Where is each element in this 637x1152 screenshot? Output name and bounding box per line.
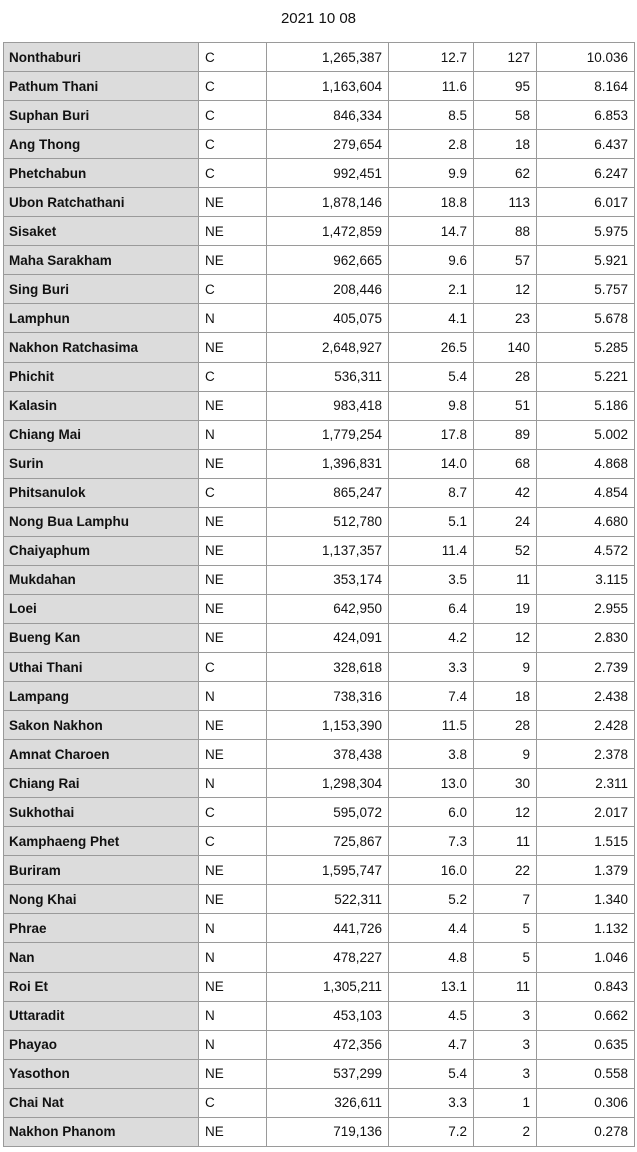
province-name-cell: Lamphun: [4, 304, 199, 333]
province-name-cell: Nong Bua Lamphu: [4, 507, 199, 536]
population-per-100k-cell: 4.7: [389, 1030, 474, 1059]
cases-cell: 11: [474, 827, 537, 856]
cases-cell: 12: [474, 275, 537, 304]
population-per-100k-cell: 26.5: [389, 333, 474, 362]
region-cell: NE: [199, 623, 267, 652]
province-table: [3, 42, 635, 1147]
region-cell: N: [199, 1001, 267, 1030]
cases-cell: 9: [474, 740, 537, 769]
cases-cell: 24: [474, 507, 537, 536]
table-row: [4, 565, 635, 594]
rate-cell: 0.558: [537, 1059, 635, 1088]
table-row: [4, 536, 635, 565]
population-per-100k-cell: 17.8: [389, 420, 474, 449]
cases-cell: 89: [474, 420, 537, 449]
population-per-100k-cell: 6.4: [389, 594, 474, 623]
population-cell: 1,137,357: [267, 536, 389, 565]
table-row: [4, 362, 635, 391]
cases-cell: 18: [474, 130, 537, 159]
population-cell: 208,446: [267, 275, 389, 304]
region-cell: C: [199, 72, 267, 101]
region-cell: N: [199, 1030, 267, 1059]
population-cell: 279,654: [267, 130, 389, 159]
rate-cell: 2.017: [537, 798, 635, 827]
cases-cell: 3: [474, 1030, 537, 1059]
table-row: [4, 391, 635, 420]
population-per-100k-cell: 18.8: [389, 188, 474, 217]
cases-cell: 68: [474, 449, 537, 478]
population-cell: 512,780: [267, 507, 389, 536]
region-cell: C: [199, 827, 267, 856]
table-row: [4, 711, 635, 740]
population-cell: 1,265,387: [267, 43, 389, 72]
region-cell: N: [199, 943, 267, 972]
rate-cell: 8.164: [537, 72, 635, 101]
population-per-100k-cell: 8.7: [389, 478, 474, 507]
population-per-100k-cell: 14.0: [389, 449, 474, 478]
region-cell: N: [199, 682, 267, 711]
region-cell: C: [199, 43, 267, 72]
population-per-100k-cell: 7.2: [389, 1117, 474, 1146]
table-row: [4, 740, 635, 769]
table-row: [4, 769, 635, 798]
population-cell: 478,227: [267, 943, 389, 972]
province-name-cell: Sakon Nakhon: [4, 711, 199, 740]
rate-cell: 1.340: [537, 885, 635, 914]
cases-cell: 51: [474, 391, 537, 420]
region-cell: C: [199, 652, 267, 681]
table-row: [4, 449, 635, 478]
region-cell: NE: [199, 188, 267, 217]
rate-cell: 6.853: [537, 101, 635, 130]
rate-cell: 1.046: [537, 943, 635, 972]
population-cell: 1,878,146: [267, 188, 389, 217]
population-per-100k-cell: 2.1: [389, 275, 474, 304]
table-row: [4, 420, 635, 449]
population-cell: 719,136: [267, 1117, 389, 1146]
rate-cell: 4.572: [537, 536, 635, 565]
table-row: [4, 798, 635, 827]
population-per-100k-cell: 11.4: [389, 536, 474, 565]
rate-cell: 5.285: [537, 333, 635, 362]
rate-cell: 1.379: [537, 856, 635, 885]
population-cell: 1,298,304: [267, 769, 389, 798]
region-cell: NE: [199, 333, 267, 362]
region-cell: NE: [199, 711, 267, 740]
province-name-cell: Roi Et: [4, 972, 199, 1001]
table-row: [4, 217, 635, 246]
province-name-cell: Phitsanulok: [4, 478, 199, 507]
rate-cell: 5.975: [537, 217, 635, 246]
region-cell: NE: [199, 972, 267, 1001]
rate-cell: 2.438: [537, 682, 635, 711]
rate-cell: 2.955: [537, 594, 635, 623]
population-cell: 962,665: [267, 246, 389, 275]
cases-cell: 18: [474, 682, 537, 711]
table-row: [4, 682, 635, 711]
province-name-cell: Phrae: [4, 914, 199, 943]
population-cell: 405,075: [267, 304, 389, 333]
population-cell: 537,299: [267, 1059, 389, 1088]
province-name-cell: Buriram: [4, 856, 199, 885]
table-row: [4, 914, 635, 943]
region-cell: NE: [199, 246, 267, 275]
table-row: [4, 246, 635, 275]
rate-cell: 0.278: [537, 1117, 635, 1146]
province-name-cell: Phetchabun: [4, 159, 199, 188]
cases-cell: 9: [474, 652, 537, 681]
rate-cell: 6.017: [537, 188, 635, 217]
table-row: [4, 652, 635, 681]
cases-cell: 12: [474, 798, 537, 827]
rate-cell: 0.662: [537, 1001, 635, 1030]
rate-cell: 5.678: [537, 304, 635, 333]
region-cell: C: [199, 1088, 267, 1117]
population-per-100k-cell: 14.7: [389, 217, 474, 246]
region-cell: NE: [199, 565, 267, 594]
region-cell: NE: [199, 594, 267, 623]
population-cell: 642,950: [267, 594, 389, 623]
region-cell: N: [199, 769, 267, 798]
rate-cell: 2.739: [537, 652, 635, 681]
province-name-cell: Sukhothai: [4, 798, 199, 827]
cases-cell: 113: [474, 188, 537, 217]
cases-cell: 12: [474, 623, 537, 652]
rate-cell: 4.680: [537, 507, 635, 536]
table-row: [4, 101, 635, 130]
population-per-100k-cell: 16.0: [389, 856, 474, 885]
population-cell: 1,472,859: [267, 217, 389, 246]
population-per-100k-cell: 7.4: [389, 682, 474, 711]
province-name-cell: Chai Nat: [4, 1088, 199, 1117]
population-per-100k-cell: 4.2: [389, 623, 474, 652]
rate-cell: 6.437: [537, 130, 635, 159]
region-cell: C: [199, 798, 267, 827]
region-cell: NE: [199, 885, 267, 914]
rate-cell: 2.830: [537, 623, 635, 652]
cases-cell: 2: [474, 1117, 537, 1146]
population-cell: 992,451: [267, 159, 389, 188]
province-name-cell: Ubon Ratchathani: [4, 188, 199, 217]
province-name-cell: Nan: [4, 943, 199, 972]
cases-cell: 62: [474, 159, 537, 188]
population-per-100k-cell: 4.1: [389, 304, 474, 333]
province-name-cell: Kalasin: [4, 391, 199, 420]
province-name-cell: Phichit: [4, 362, 199, 391]
province-name-cell: Nong Khai: [4, 885, 199, 914]
population-cell: 353,174: [267, 565, 389, 594]
population-per-100k-cell: 11.5: [389, 711, 474, 740]
population-per-100k-cell: 7.3: [389, 827, 474, 856]
province-name-cell: Surin: [4, 449, 199, 478]
population-cell: 983,418: [267, 391, 389, 420]
province-name-cell: Yasothon: [4, 1059, 199, 1088]
population-cell: 1,396,831: [267, 449, 389, 478]
population-cell: 1,595,747: [267, 856, 389, 885]
region-cell: NE: [199, 391, 267, 420]
population-per-100k-cell: 6.0: [389, 798, 474, 827]
cases-cell: 58: [474, 101, 537, 130]
rate-cell: 5.002: [537, 420, 635, 449]
cases-cell: 11: [474, 565, 537, 594]
table-row: [4, 1059, 635, 1088]
province-name-cell: Sisaket: [4, 217, 199, 246]
population-cell: 326,611: [267, 1088, 389, 1117]
population-per-100k-cell: 4.5: [389, 1001, 474, 1030]
rate-cell: 5.186: [537, 391, 635, 420]
province-name-cell: Maha Sarakham: [4, 246, 199, 275]
region-cell: C: [199, 362, 267, 391]
table-row: [4, 1088, 635, 1117]
population-cell: 738,316: [267, 682, 389, 711]
region-cell: N: [199, 914, 267, 943]
table-row: [4, 72, 635, 101]
cases-cell: 28: [474, 362, 537, 391]
province-name-cell: Chiang Rai: [4, 769, 199, 798]
province-name-cell: Suphan Buri: [4, 101, 199, 130]
rate-cell: 6.247: [537, 159, 635, 188]
table-row: [4, 1117, 635, 1146]
table-row: [4, 1030, 635, 1059]
region-cell: N: [199, 304, 267, 333]
population-per-100k-cell: 4.4: [389, 914, 474, 943]
population-cell: 1,779,254: [267, 420, 389, 449]
population-per-100k-cell: 5.2: [389, 885, 474, 914]
rate-cell: 2.378: [537, 740, 635, 769]
cases-cell: 3: [474, 1001, 537, 1030]
rate-cell: 0.843: [537, 972, 635, 1001]
cases-cell: 5: [474, 914, 537, 943]
region-cell: NE: [199, 1059, 267, 1088]
table-row: [4, 188, 635, 217]
province-name-cell: Ang Thong: [4, 130, 199, 159]
rate-cell: 1.515: [537, 827, 635, 856]
province-name-cell: Amnat Charoen: [4, 740, 199, 769]
population-per-100k-cell: 4.8: [389, 943, 474, 972]
population-cell: 472,356: [267, 1030, 389, 1059]
population-cell: 522,311: [267, 885, 389, 914]
population-cell: 2,648,927: [267, 333, 389, 362]
population-cell: 1,153,390: [267, 711, 389, 740]
cases-cell: 88: [474, 217, 537, 246]
rate-cell: 5.921: [537, 246, 635, 275]
page-title: 2021 10 08: [280, 10, 357, 27]
population-cell: 378,438: [267, 740, 389, 769]
province-name-cell: Uttaradit: [4, 1001, 199, 1030]
population-cell: 1,305,211: [267, 972, 389, 1001]
table-row: [4, 507, 635, 536]
population-per-100k-cell: 5.4: [389, 362, 474, 391]
cases-cell: 19: [474, 594, 537, 623]
rate-cell: 0.306: [537, 1088, 635, 1117]
region-cell: NE: [199, 740, 267, 769]
cases-cell: 3: [474, 1059, 537, 1088]
population-cell: 424,091: [267, 623, 389, 652]
cases-cell: 30: [474, 769, 537, 798]
population-per-100k-cell: 2.8: [389, 130, 474, 159]
rate-cell: 3.115: [537, 565, 635, 594]
population-per-100k-cell: 11.6: [389, 72, 474, 101]
province-name-cell: Bueng Kan: [4, 623, 199, 652]
province-name-cell: Kamphaeng Phet: [4, 827, 199, 856]
table-row: [4, 130, 635, 159]
population-cell: 536,311: [267, 362, 389, 391]
region-cell: C: [199, 130, 267, 159]
province-name-cell: Chaiyaphum: [4, 536, 199, 565]
cases-cell: 127: [474, 43, 537, 72]
region-cell: NE: [199, 449, 267, 478]
region-cell: C: [199, 478, 267, 507]
population-per-100k-cell: 9.8: [389, 391, 474, 420]
rate-cell: 4.854: [537, 478, 635, 507]
cases-cell: 1: [474, 1088, 537, 1117]
population-per-100k-cell: 9.6: [389, 246, 474, 275]
population-per-100k-cell: 13.1: [389, 972, 474, 1001]
province-name-cell: Pathum Thani: [4, 72, 199, 101]
province-name-cell: Sing Buri: [4, 275, 199, 304]
table-row: [4, 943, 635, 972]
cases-cell: 23: [474, 304, 537, 333]
region-cell: NE: [199, 507, 267, 536]
rate-cell: 2.311: [537, 769, 635, 798]
rate-cell: 0.635: [537, 1030, 635, 1059]
table-row: [4, 333, 635, 362]
population-per-100k-cell: 9.9: [389, 159, 474, 188]
cases-cell: 7: [474, 885, 537, 914]
table-row: [4, 827, 635, 856]
population-cell: 441,726: [267, 914, 389, 943]
cases-cell: 22: [474, 856, 537, 885]
population-per-100k-cell: 8.5: [389, 101, 474, 130]
rate-cell: 2.428: [537, 711, 635, 740]
rate-cell: 10.036: [537, 43, 635, 72]
province-name-cell: Lampang: [4, 682, 199, 711]
population-per-100k-cell: 3.5: [389, 565, 474, 594]
province-name-cell: Phayao: [4, 1030, 199, 1059]
population-per-100k-cell: 3.3: [389, 1088, 474, 1117]
cases-cell: 11: [474, 972, 537, 1001]
population-cell: 1,163,604: [267, 72, 389, 101]
region-cell: C: [199, 275, 267, 304]
table-row: [4, 594, 635, 623]
population-cell: 453,103: [267, 1001, 389, 1030]
province-name-cell: Chiang Mai: [4, 420, 199, 449]
region-cell: NE: [199, 536, 267, 565]
region-cell: NE: [199, 856, 267, 885]
rate-cell: 1.132: [537, 914, 635, 943]
rate-cell: 5.221: [537, 362, 635, 391]
population-per-100k-cell: 5.4: [389, 1059, 474, 1088]
cases-cell: 42: [474, 478, 537, 507]
population-per-100k-cell: 3.3: [389, 652, 474, 681]
cases-cell: 52: [474, 536, 537, 565]
cases-cell: 140: [474, 333, 537, 362]
cases-cell: 28: [474, 711, 537, 740]
table-row: [4, 856, 635, 885]
table-row: [4, 1001, 635, 1030]
population-cell: 725,867: [267, 827, 389, 856]
population-per-100k-cell: 5.1: [389, 507, 474, 536]
region-cell: C: [199, 101, 267, 130]
region-cell: NE: [199, 1117, 267, 1146]
table-row: [4, 159, 635, 188]
province-name-cell: Nakhon Phanom: [4, 1117, 199, 1146]
province-name-cell: Loei: [4, 594, 199, 623]
province-name-cell: Nakhon Ratchasima: [4, 333, 199, 362]
cases-cell: 95: [474, 72, 537, 101]
cases-cell: 57: [474, 246, 537, 275]
province-name-cell: Nonthaburi: [4, 43, 199, 72]
province-name-cell: Uthai Thani: [4, 652, 199, 681]
region-cell: NE: [199, 217, 267, 246]
population-cell: 846,334: [267, 101, 389, 130]
cases-cell: 5: [474, 943, 537, 972]
population-per-100k-cell: 3.8: [389, 740, 474, 769]
table-row: [4, 885, 635, 914]
table-row: [4, 972, 635, 1001]
population-cell: 328,618: [267, 652, 389, 681]
table-row: [4, 623, 635, 652]
rate-cell: 4.868: [537, 449, 635, 478]
population-per-100k-cell: 12.7: [389, 43, 474, 72]
table-row: [4, 43, 635, 72]
table-row: [4, 478, 635, 507]
table-row: [4, 275, 635, 304]
table-row: [4, 304, 635, 333]
region-cell: C: [199, 159, 267, 188]
population-per-100k-cell: 13.0: [389, 769, 474, 798]
population-cell: 865,247: [267, 478, 389, 507]
rate-cell: 5.757: [537, 275, 635, 304]
region-cell: N: [199, 420, 267, 449]
province-name-cell: Mukdahan: [4, 565, 199, 594]
population-cell: 595,072: [267, 798, 389, 827]
